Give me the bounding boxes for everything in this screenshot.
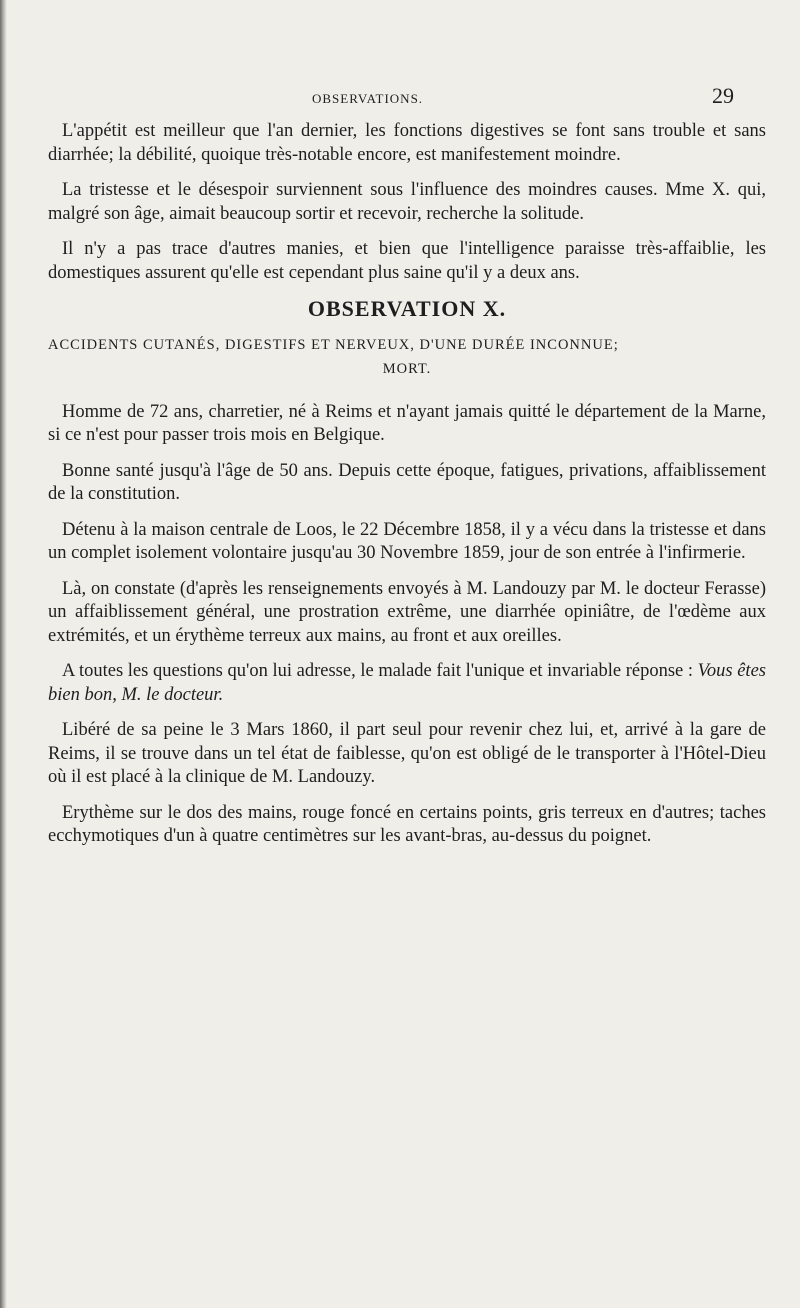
page-number: 29: [712, 83, 734, 108]
observation-subtitle-line2: MORT.: [382, 360, 432, 377]
paragraph: Libéré de sa peine le 3 Mars 1860, il part seul pour revenir chez lui, et, arrivé à la gare de Reims, il se trouve dans un tel état de faiblesse, qu'on est obligé de le transporter à l'Hôtel-Dieu où il est placé à la clinique de M. Landouzy.: [48, 720, 766, 787]
paragraph: Homme de 72 ans, charretier, né à Reims et n'ayant jamais quitté le département de la Marne, si ce n'est pour passer trois mois en Belgique.: [48, 401, 766, 445]
observation-title: OBSERVATION X.: [307, 296, 507, 321]
paragraph: Il n'y a pas trace d'autres manies, et bien que l'intelligence paraisse très-affaiblie, les domestiques assurent qu'elle est cependant plus saine qu'il y a deux ans.: [48, 239, 766, 283]
paragraph: Détenu à la maison centrale de Loos, le 22 Décembre 1858, il y a vécu dans la tristesse et dans un complet isolement volontaire jusqu'au 30 Novembre 1859, jour de son entrée à l'infirmerie.: [48, 519, 766, 563]
observation-subtitle: [48, 333, 766, 381]
running-head: OBSERVATIONS.: [312, 91, 424, 106]
page-header: [0, 85, 800, 115]
paragraph: La tristesse et le désespoir surviennent sous l'influence des moindres causes. Mme X. qui, malgré son âge, aimait beaucoup sortir et recevoir, recherche la solitude.: [48, 180, 766, 224]
reply-intro: A toutes les questions qu'on lui adresse, le malade fait l'unique et invariable réponse :: [62, 661, 698, 681]
paragraph: Erythème sur le dos des mains, rouge foncé en certains points, gris terreux en d'autres; taches ecchymotiques d'un à quatre centimètres sur les avant-bras, au-dessus du poignet.: [48, 802, 766, 846]
patient-reply: Vous êtes bien bon, M. le docteur.: [48, 661, 766, 705]
page-spine-shadow: [0, 0, 7, 1308]
paragraph: Là, on constate (d'après les renseignements envoyés à M. Landouzy par M. le docteur Ferasse) un affaiblissement général, une prostration extrême, une diarrhée opiniâtre, de l'œdème aux extrémités, et un érythème terreux aux mains, au front et aux oreilles.: [48, 578, 766, 646]
paragraph: L'appétit est meilleur que l'an dernier, les fonctions digestives se font sans trouble et sans diarrhée; la débilité, quoique très-notable encore, est manifestement moindre.: [48, 121, 766, 165]
observation-subtitle-line1: ACCIDENTS CUTANÉS, DIGESTIFS ET NERVEUX, D'UNE DURÉE INCONNUE;: [48, 336, 619, 353]
paragraph-reply: [48, 660, 766, 707]
page-body: [48, 120, 766, 861]
paragraph: Bonne santé jusqu'à l'âge de 50 ans. Depuis cette époque, fatigues, privations, affaiblissement de la constitution.: [48, 460, 766, 504]
